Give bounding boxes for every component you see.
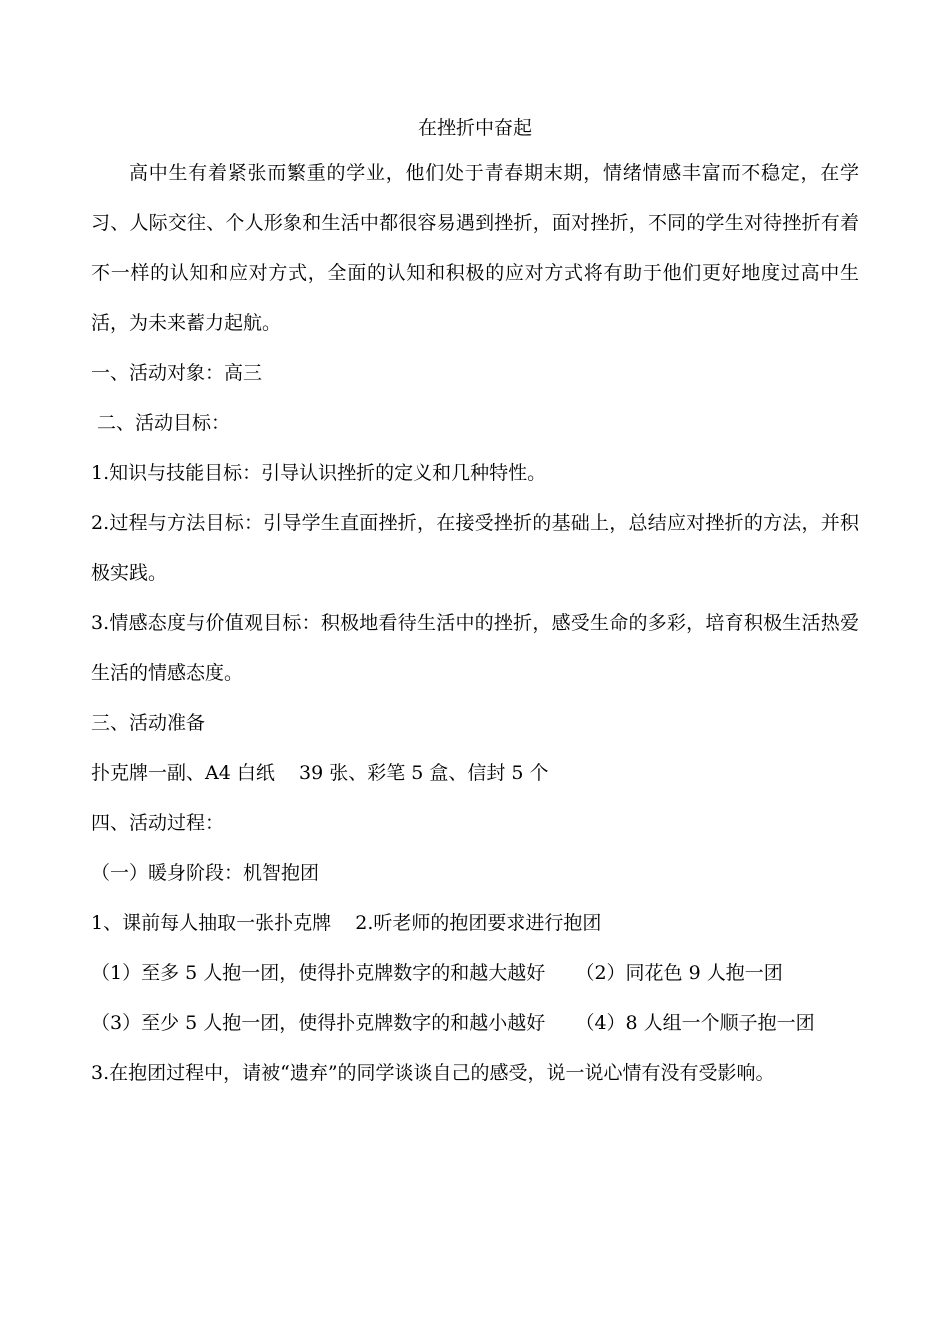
goal-knowledge: 1.知识与技能目标：引导认识挫折的定义和几种特性。	[91, 462, 547, 484]
document-title: 在挫折中奋起	[417, 117, 532, 139]
materials-list: 扑克牌一副、A4 白纸 39 张、彩笔 5 盒、信封 5 个	[91, 762, 549, 784]
section-heading-preparation: 三、活动准备	[91, 712, 206, 734]
stage-warmup-heading: （一）暖身阶段：机智抱团	[91, 862, 320, 884]
section-heading-process: 四、活动过程：	[91, 812, 225, 834]
intro-paragraph: 高中生有着紧张而繁重的学业，他们处于青春期末期，情绪情感丰富而不稳定，在学习、人际交往、个人形象和生活中都很容易遇到挫折，面对挫折，不同的学生对待挫折有着不一样的认知和应对方式，全面的认知和积极的应对方式将有助于他们更好地度过高中生活，为未来蓄力起航。	[91, 162, 859, 334]
step-share-feelings: 3.在抱团过程中，请被“遗弃”的同学谈谈自己的感受，说一说心情有没有受影响。	[91, 1062, 775, 1084]
document-page	[91, 110, 859, 1098]
goal-process: 2.过程与方法目标：引导学生直面挫折，在接受挫折的基础上，总结应对挫折的方法，并积极实践。	[91, 512, 859, 584]
section-heading-target: 一、活动对象：高三	[91, 362, 263, 384]
goal-emotion: 3.情感态度与价值观目标：积极地看待生活中的挫折，感受生命的多彩，培育积极生活热爱生活的情感态度。	[91, 612, 859, 684]
rules-1-2: （1）至多 5 人抱一团，使得扑克牌数字的和越大越好 （2）同花色 9 人抱一团	[91, 962, 783, 984]
rules-3-4: （3）至少 5 人抱一团，使得扑克牌数字的和越小越好 （4）8 人组一个顺子抱一团	[91, 1012, 815, 1034]
step-draw-card: 1、课前每人抽取一张扑克牌 2.听老师的抱团要求进行抱团	[91, 912, 602, 934]
section-heading-goals: 二、活动目标：	[91, 412, 231, 434]
